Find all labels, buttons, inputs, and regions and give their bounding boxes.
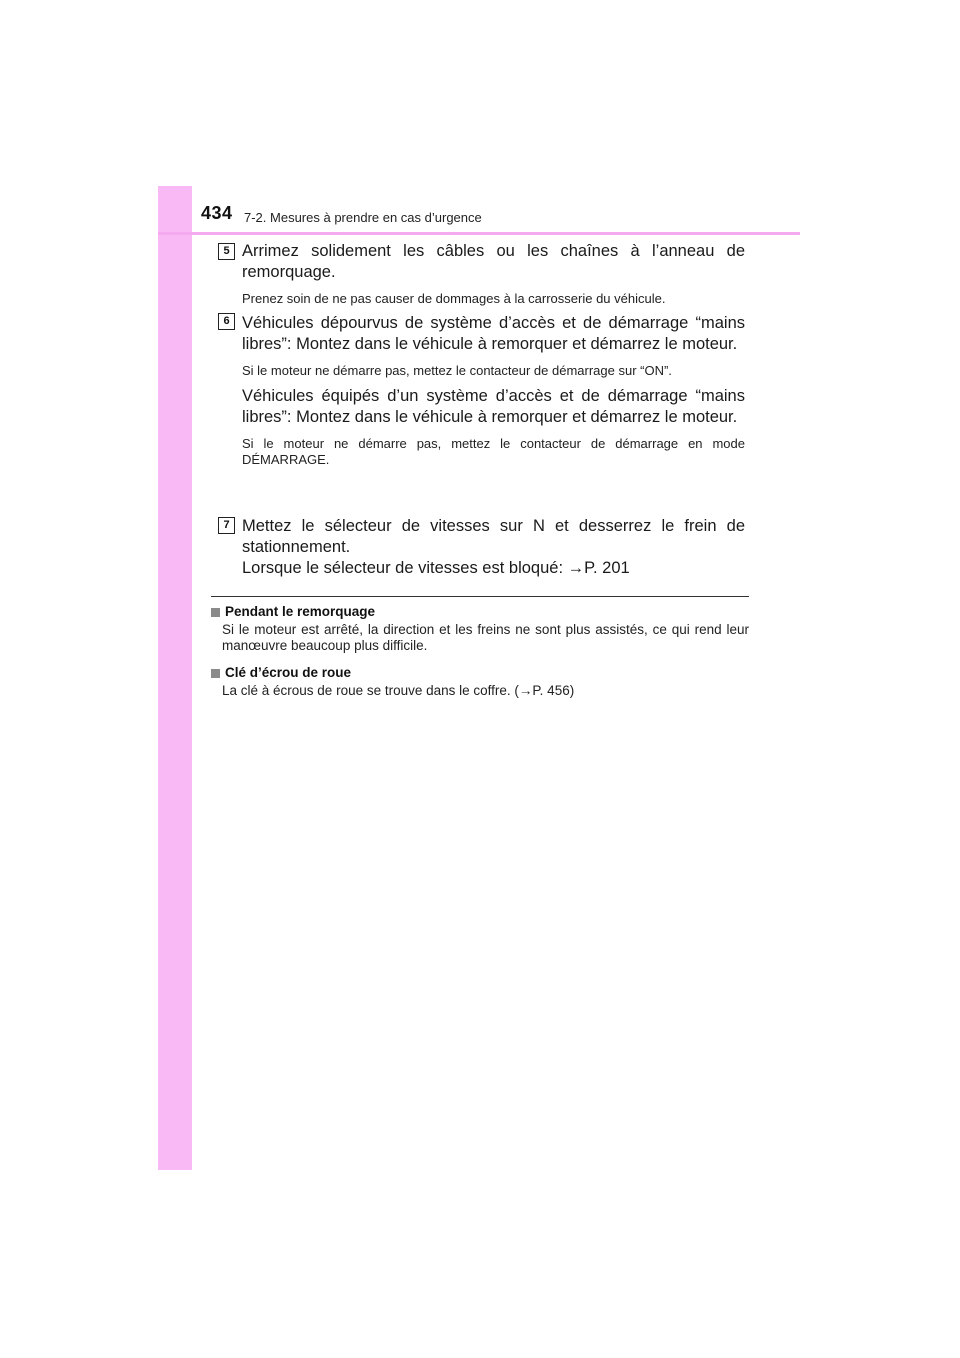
- step-6: [242, 313, 745, 468]
- info-wheel-wrench-title: Clé d’écrou de roue: [225, 665, 352, 680]
- chapter-tab-band: [158, 186, 192, 1170]
- step-6-text: Véhicules dépourvus de système d’accès et de démarrage “mains libres”: Montez dans le véhicule à remorquer et démarrez le moteur.: [242, 314, 745, 353]
- section-title: 7-2. Mesures à prendre en cas d’urgence: [244, 210, 482, 225]
- info-towing: [211, 604, 749, 654]
- info-wheel-wrench-text: La clé à écrous de roue se trouve dans le coffre. (→P. 456): [222, 683, 575, 698]
- square-bullet-icon: [211, 608, 220, 617]
- step-7-text-ref: Lorsque le sélecteur de vitesses est bloqué: →P. 201: [242, 559, 630, 577]
- info-wheel-wrench: [211, 665, 749, 699]
- square-bullet-icon: [211, 669, 220, 678]
- step-6-badge: 6: [218, 313, 235, 330]
- step-5: [242, 241, 745, 307]
- step-6-note: Si le moteur ne démarre pas, mettez le contacteur de démarrage sur “ON”.: [242, 363, 672, 378]
- step-7-badge: 7: [218, 517, 235, 534]
- step-7: [242, 516, 745, 579]
- step-6-text-alt: Véhicules équipés d’un système d’accès et de démarrage “mains libres”: Montez dans le véhicule à remorquer et démarrez le moteur.: [242, 387, 745, 426]
- step-5-badge: 5: [218, 243, 235, 260]
- step-5-text: Arrimez solidement les câbles ou les chaînes à l’anneau de remorquage.: [242, 242, 745, 281]
- step-7-text: Mettez le sélecteur de vitesses sur N et desserrez le frein de stationnement.: [242, 517, 745, 556]
- info-towing-title: Pendant le remorquage: [225, 604, 376, 619]
- page-number: 434: [201, 203, 233, 223]
- step-5-note: Prenez soin de ne pas causer de dommages à la carrosserie du véhicule.: [242, 291, 666, 306]
- info-towing-text: Si le moteur est arrêté, la direction et les freins ne sont plus assistés, ce qui rend leur manœuvre beaucoup plus difficile.: [222, 622, 749, 653]
- step-6-note-alt: Si le moteur ne démarre pas, mettez le contacteur de démarrage en mode DÉMARRAGE.: [242, 436, 745, 467]
- section-divider: [211, 596, 749, 597]
- header-rule: [158, 232, 800, 235]
